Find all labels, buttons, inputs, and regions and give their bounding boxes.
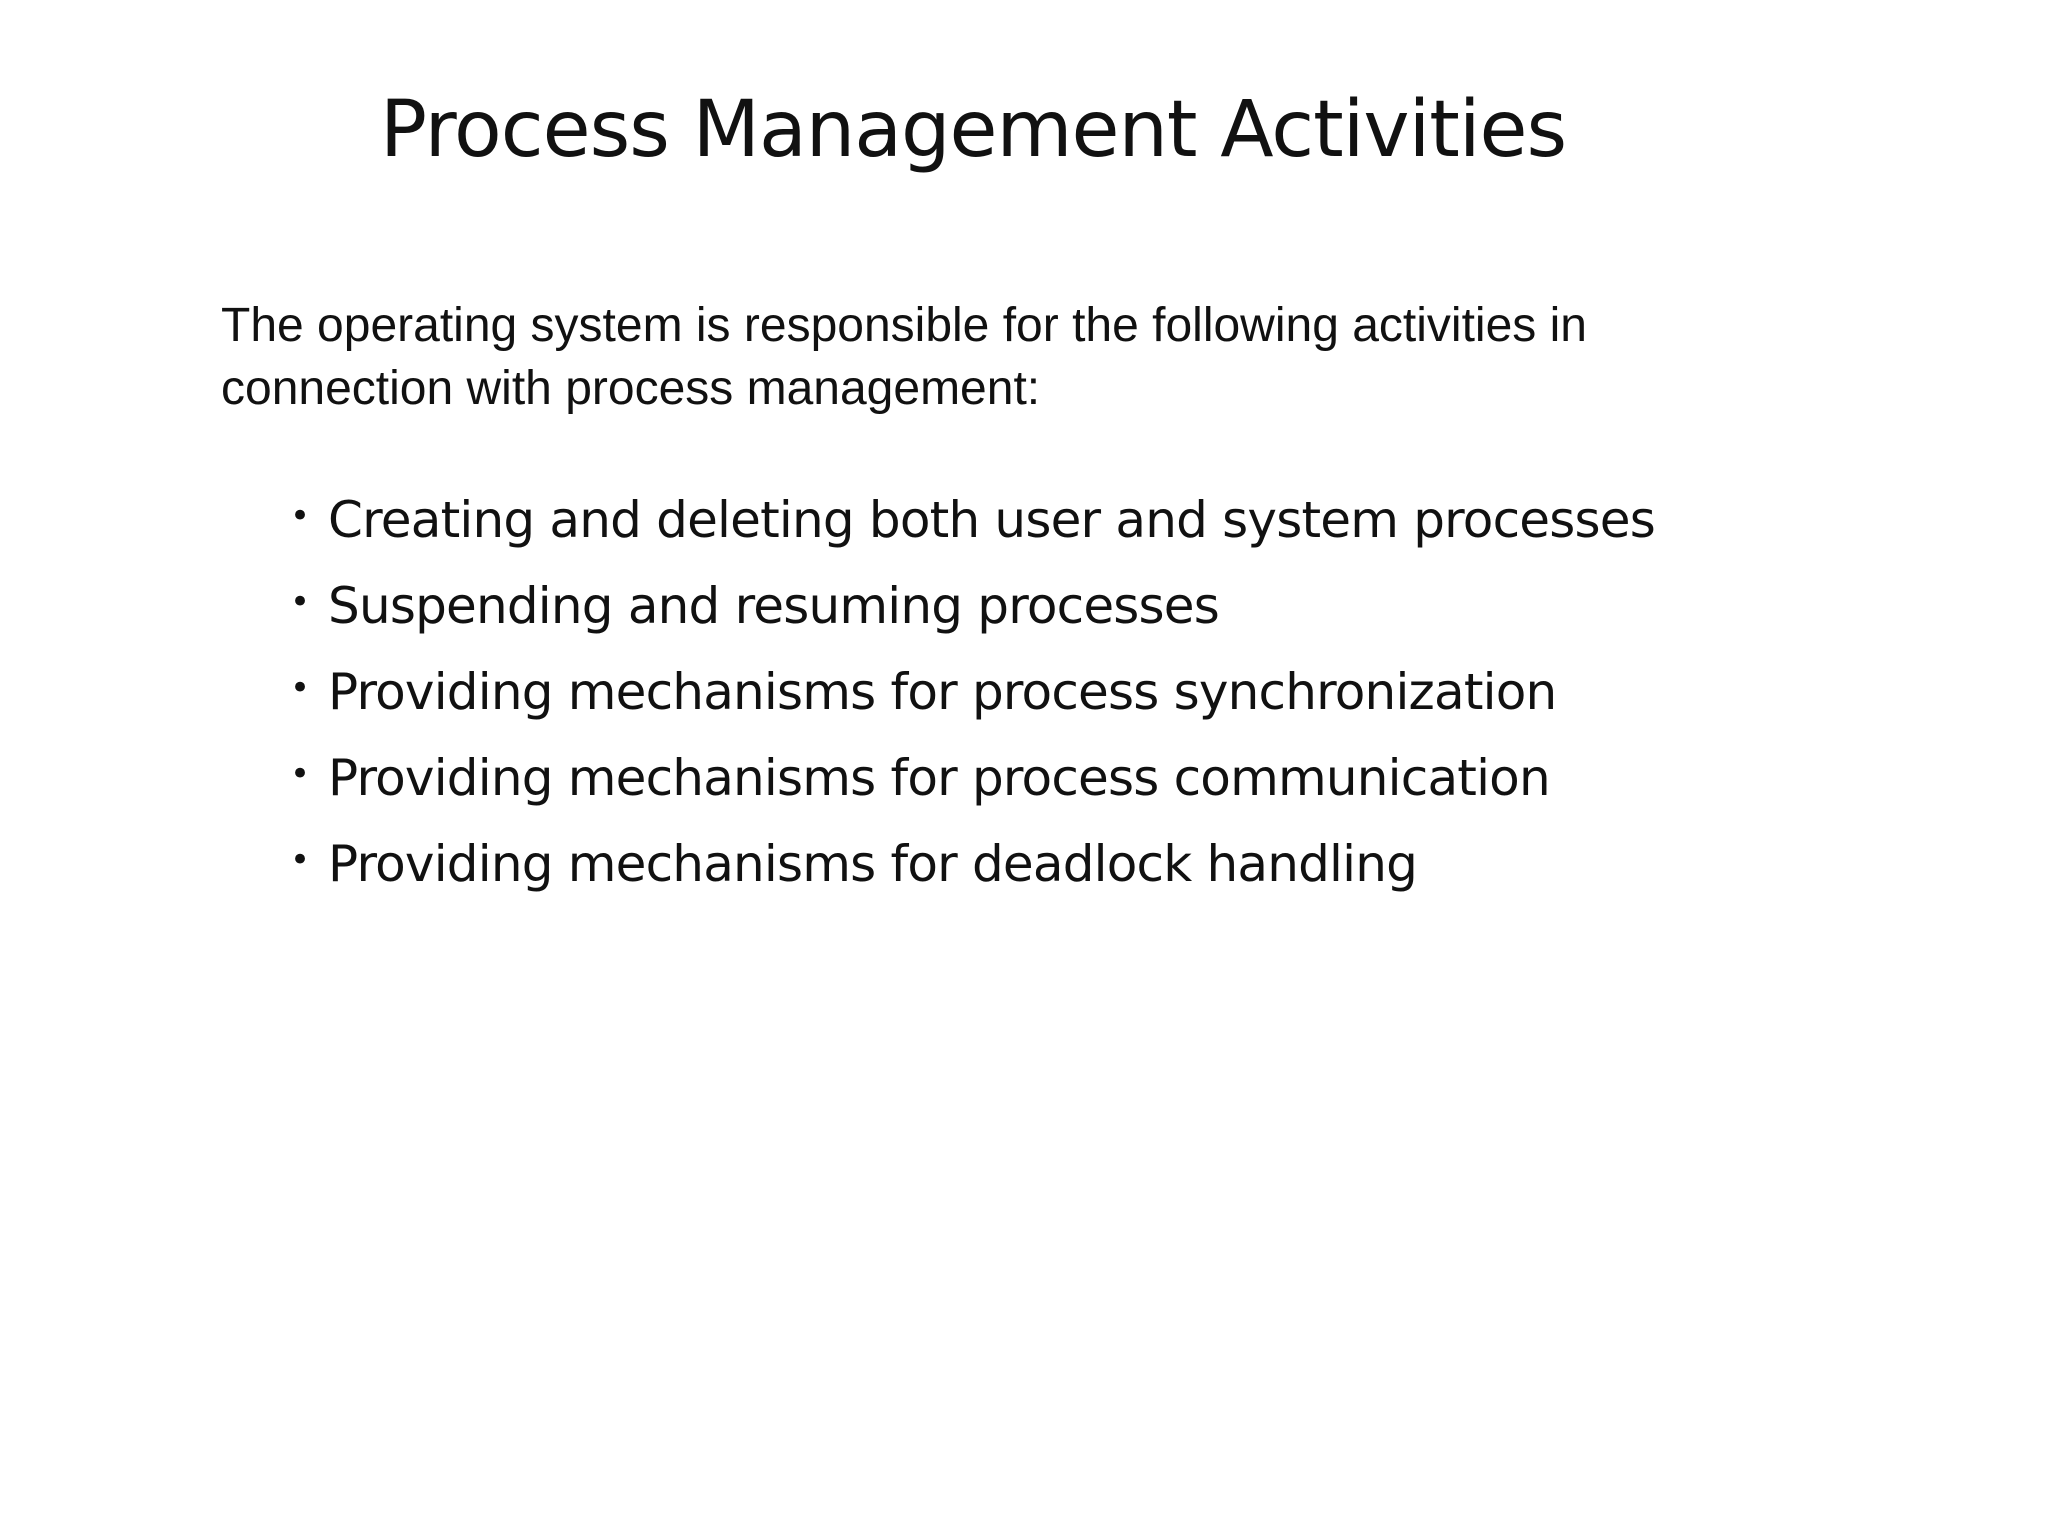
bullet-text: Creating and deleting both user and system processes — [328, 491, 1655, 549]
bullet-item — [290, 656, 1940, 742]
intro-paragraph: The operating system is responsible for the following activities in connection with process management: — [221, 299, 1587, 415]
bullet-icon: • — [290, 496, 311, 536]
bullet-icon: • — [290, 840, 311, 880]
bullet-item — [290, 742, 1940, 828]
bullet-item — [290, 828, 1940, 914]
bullet-list — [290, 484, 1940, 914]
bullet-text: Providing mechanisms for process communication — [328, 749, 1550, 807]
bullet-icon: • — [290, 668, 311, 708]
bullet-item — [290, 484, 1940, 570]
bullet-icon: • — [290, 754, 311, 794]
slide-title: Process Management Activities — [380, 85, 1567, 175]
bullet-text: Providing mechanisms for deadlock handling — [328, 835, 1418, 893]
bullet-item — [290, 570, 1940, 656]
bullet-icon: • — [290, 582, 311, 622]
bullet-text: Suspending and resuming processes — [328, 577, 1220, 635]
bullet-text: Providing mechanisms for process synchronization — [328, 663, 1557, 721]
